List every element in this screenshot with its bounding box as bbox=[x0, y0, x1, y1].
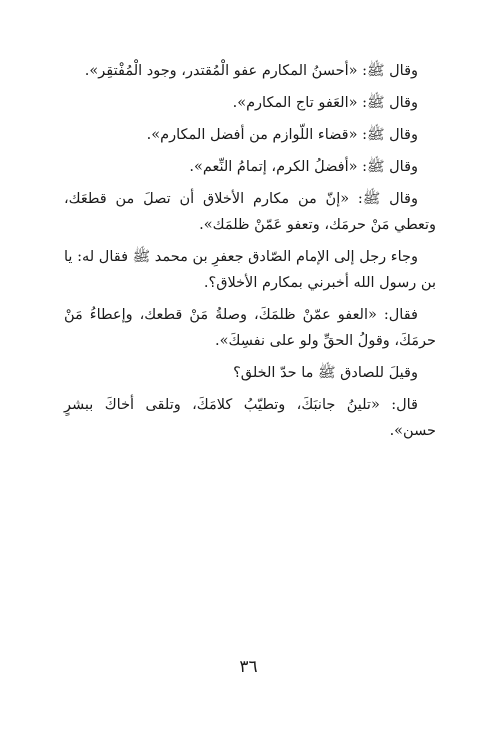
paragraph-1: وقال ﷺ: «أحسنُ المكارم عفو الْمُقتدر، وجود الْمُفْتقِر». bbox=[84, 63, 418, 79]
page-number: ٣٦ bbox=[239, 657, 258, 677]
paragraph-4: وقال ﷺ: «أفضلُ الكرم، إتمامُ النِّعم». bbox=[189, 159, 418, 175]
paragraph-8: وقيلَ للصادق ﷺ ما حدّ الخلق؟ bbox=[233, 365, 418, 381]
paragraph-7: فقال: «العفو عمّنْ ظلمَكَ، وصلةُ مَنْ قطعك، وإعطاءُ مَنْ حرمَكَ، وقولُ الحقِّ ولو على نفسِكَ». bbox=[64, 307, 436, 349]
paragraph-9: قال: «تلينُ جانبَكَ، وتطيّبُ كلامَكَ، وتلقى أخاكَ ببشرٍ حسن». bbox=[64, 397, 436, 439]
paragraph-6: وجاء رجل إلى الإمام الصّادق جعفرِ بن محمد ﷺ فقال له: يا بن رسول الله أخبرني بمكارم الأخلاق؟. bbox=[64, 249, 436, 291]
paragraph-5: وقال ﷺ: «إنّ من مكارم الأخلاق أن تصلَ من قطعَك، وتعطي مَنْ حرمَك، وتعفو عَمّنْ ظلمَك». bbox=[64, 191, 436, 233]
main-text-block bbox=[64, 58, 436, 450]
paragraph-3: وقال ﷺ: «قضاء اللّوازم من أفضل المكارم». bbox=[146, 127, 418, 143]
paragraph-2: وقال ﷺ: «العَفو تاج المكارم». bbox=[232, 95, 418, 111]
